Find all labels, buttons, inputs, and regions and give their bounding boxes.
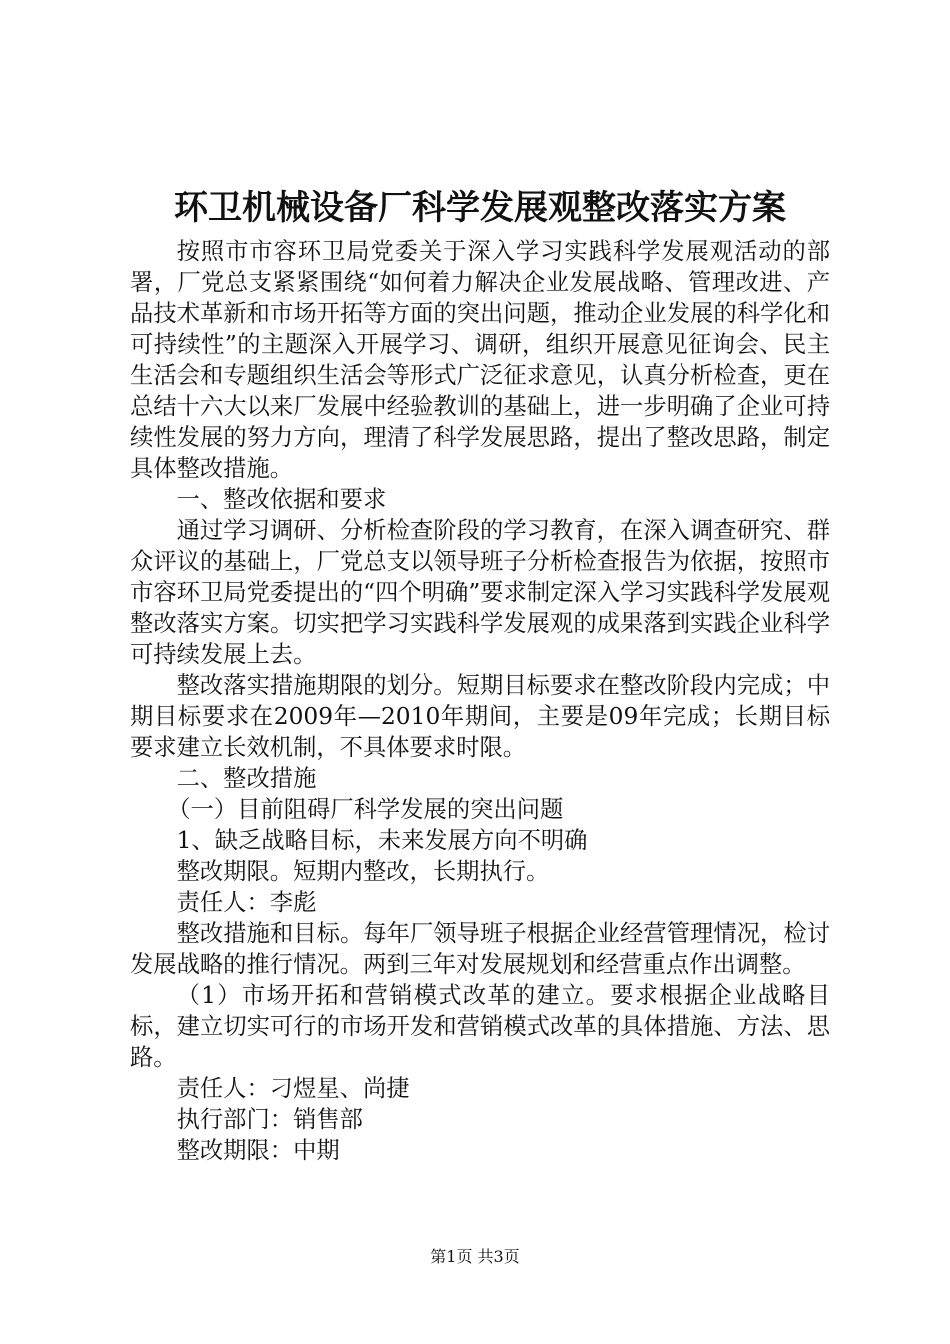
item-1-owner: 责任人：李彪 (176, 889, 317, 916)
sub-item-1-owner: 责任人：刁煜星、尚捷 (176, 1075, 410, 1102)
sub-item-1-period: 整改期限：中期 (176, 1137, 340, 1164)
sub-item-1: （1）市场开拓和营销模式改革的建立。要求根据企业战略目标，建立切实可行的市场开发和营销模式改革的具体措施、方法、思路。 (130, 982, 830, 1071)
paragraph-deadline: 整改落实措施期限的划分。短期目标要求在整改阶段内完成；中期目标要求在2009年—2010年期间，主要是09年完成；长期目标要求建立长效机制，不具体要求时限。 (130, 672, 830, 761)
item-1-period: 整改期限。短期内整改，长期执行。 (176, 858, 550, 885)
heading-section-1: 一、整改依据和要求 (176, 486, 387, 513)
document-title: 环卫机械设备厂科学发展观整改落实方案 (174, 188, 786, 228)
page-footer: 第1页 共3页 (430, 1247, 520, 1266)
paragraph-intro: 按照市市容环卫局党委关于深入学习实践科学发展观活动的部署，厂党总支紧紧围绕“如何着力解决企业发展战略、管理改进、产品技术革新和市场开拓等方面的突出问题，推动企业发展的科学化和可持续性”的主题深入开展学习、调研，组织开展意见征询会、民主生活会和专题组织生活会等形式广泛征求意见，认真分析检查，更在总结十六大以来厂发展中经验教训的基础上，进一步明确了企业可持续性发展的努力方向，理清了科学发展思路，提出了整改思路，制定具体整改措施。 (130, 238, 830, 482)
document-page (130, 180, 830, 1166)
heading-subsection-1: （一）目前阻碍厂科学发展的突出问题 (167, 796, 564, 823)
paragraph-basis: 通过学习调研、分析检查阶段的学习教育，在深入调查研究、群众评议的基础上，厂党总支以领导班子分析检查报告为依据，按照市市容环卫局党委提出的“四个明确”要求制定深入学习实践科学发展观整改落实方案。切实把学习实践科学发展观的成果落到实践企业科学可持续发展上去。 (130, 517, 830, 668)
sub-item-1-dept: 执行部门：销售部 (176, 1106, 363, 1133)
heading-section-2: 二、整改措施 (176, 765, 317, 792)
item-1-measure: 整改措施和目标。每年厂领导班子根据企业经营管理情况，检讨发展战略的推行情况。两到三年对发展规划和经营重点作出调整。 (130, 920, 830, 978)
item-1-title: 1、缺乏战略目标，未来发展方向不明确 (176, 827, 588, 854)
